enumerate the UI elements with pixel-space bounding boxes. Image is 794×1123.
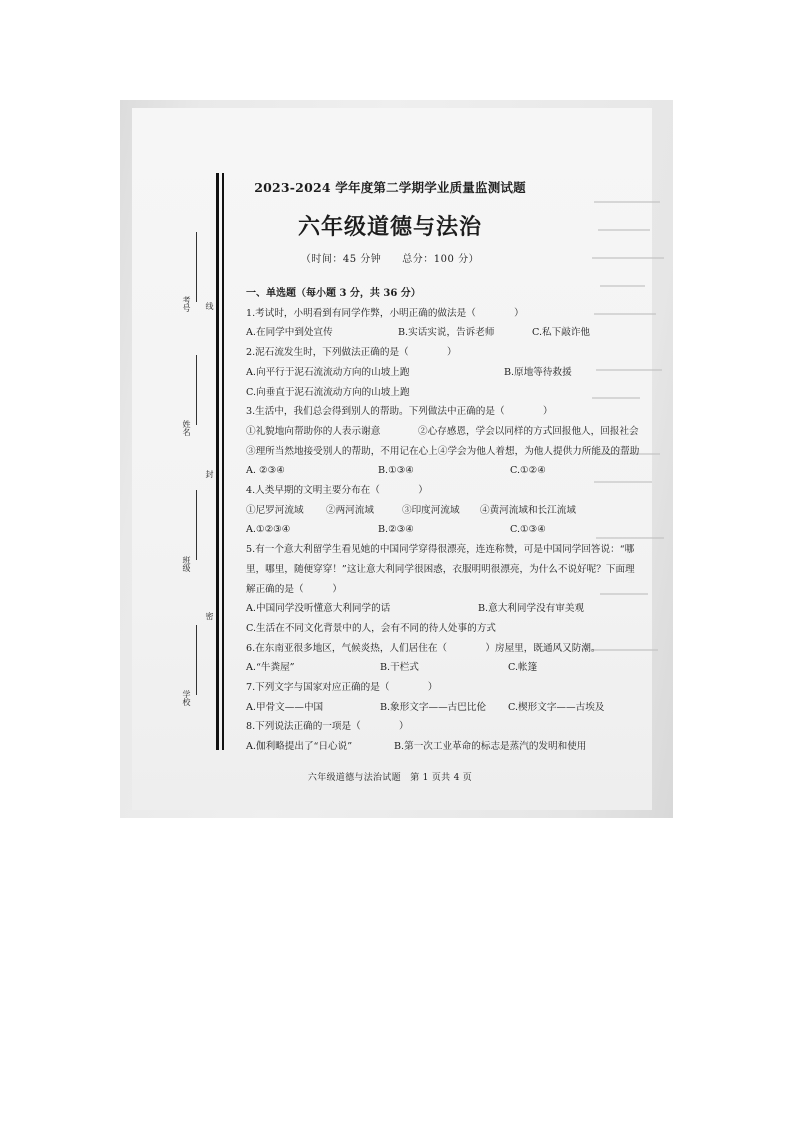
- option-a[interactable]: A.“牛粪屋”: [246, 662, 295, 674]
- field-label-name: 姓名: [182, 420, 191, 436]
- name-blank[interactable]: [196, 355, 197, 425]
- statement-2: ②两河流域: [326, 504, 374, 516]
- option-c[interactable]: C.生活在不同文化背景中的人，会有不同的待人处事的方式: [246, 622, 496, 634]
- binding-mark-seal: 封: [205, 470, 214, 478]
- question-4-statements: [246, 501, 664, 521]
- question-8-options: [246, 737, 664, 757]
- question-5-options: [246, 599, 664, 619]
- page-footer: 六年级道德与法治试题 第 1 页共 4 页: [307, 773, 473, 783]
- statement-1: ①礼貌地向帮助你的人表示谢意: [246, 425, 381, 437]
- question-7-options: [246, 698, 664, 718]
- field-label-class: 班级: [182, 556, 191, 572]
- option-c[interactable]: C.①②④: [510, 465, 546, 477]
- section-heading: 一、单选题（每小题 3 分，共 36 分）: [246, 288, 421, 299]
- option-a[interactable]: A.①②③④: [246, 524, 291, 536]
- option-a[interactable]: A.伽利略提出了“日心说”: [246, 741, 353, 753]
- option-b[interactable]: B.实话实说，告诉老师: [398, 327, 495, 339]
- option-c[interactable]: C.帐篷: [508, 662, 538, 674]
- question-6-options: [246, 658, 664, 678]
- option-b[interactable]: B.第一次工业革命的标志是蒸汽的发明和使用: [394, 741, 587, 753]
- question-5-stem-line-1: 5.有一个意大利留学生看见她的中国同学穿得很漂亮，连连称赞，可是中国同学回答说：“哪: [246, 544, 635, 556]
- option-b[interactable]: B.原地等待救援: [504, 366, 572, 378]
- option-a[interactable]: A. ②③④: [246, 465, 285, 477]
- statement-2: ②心存感恩，学会以同样的方式回报他人，回报社会: [418, 425, 639, 437]
- option-c[interactable]: C.向垂直于泥石流流动方向的山坡上跑: [246, 386, 410, 398]
- field-label-exam-number: 考号: [182, 296, 191, 312]
- option-c[interactable]: C.私下敲诈他: [532, 327, 591, 339]
- class-blank[interactable]: [196, 490, 197, 560]
- statement-3-4: ③理所当然地接受别人的帮助，不用记在心上④学会为他人着想，为他人提供力所能及的帮助: [246, 445, 640, 457]
- question-list: [246, 284, 664, 757]
- question-1-options: [246, 323, 664, 343]
- question-4-stem: 4.人类早期的文明主要分布在（ ）: [246, 485, 428, 497]
- question-2-stem: 2.泥石流发生时，下列做法正确的是（ ）: [246, 347, 457, 359]
- statement-3: ③印度河流域: [402, 504, 460, 516]
- option-a[interactable]: A.中国同学没听懂意大利同学的话: [246, 603, 391, 615]
- question-1-stem: 1.考试时，小明看到有同学作弊，小明正确的做法是（ ）: [246, 307, 524, 319]
- option-a[interactable]: A.在同学中到处宣传: [246, 327, 333, 339]
- binding-mark-line: 线: [205, 302, 214, 310]
- question-5-stem-line-3: 解正确的是（ ）: [246, 583, 342, 595]
- statement-1: ①尼罗河流域: [246, 504, 304, 516]
- option-b[interactable]: B.意大利同学没有审美观: [478, 603, 585, 615]
- exam-time-info: （时间：45 分钟 总分：100 分）: [300, 254, 480, 265]
- option-c[interactable]: C.①③④: [510, 524, 546, 536]
- question-3-options: [246, 461, 664, 481]
- question-3-stem: 3.生活中，我们总会得到别人的帮助。下列做法中正确的是（ ）: [246, 406, 553, 418]
- option-b[interactable]: B.干栏式: [380, 662, 419, 674]
- option-a[interactable]: A.甲骨文——中国: [246, 701, 324, 713]
- exam-subject: 六年级道德与法治: [297, 214, 482, 240]
- question-7-stem: 7.下列文字与国家对应正确的是（ ）: [246, 682, 438, 694]
- binding-mark-close: 密: [205, 612, 214, 620]
- option-b[interactable]: B.②③④: [378, 524, 414, 536]
- question-4-options: [246, 520, 664, 540]
- school-blank[interactable]: [196, 625, 197, 695]
- option-b[interactable]: B.象形文字——古巴比伦: [380, 701, 487, 713]
- option-c[interactable]: C.楔形文字——古埃及: [508, 701, 605, 713]
- statement-4: ④黄河流域和长江流域: [480, 504, 576, 516]
- exam-title: 2023-2024 学年度第二学期学业质量监测试题: [254, 180, 526, 195]
- question-3-statements: [246, 422, 664, 442]
- question-6-stem: 6.在东南亚很多地区，气候炎热，人们居住在（ ）房屋里，既通风又防潮。: [246, 642, 601, 654]
- question-2-options: [246, 363, 664, 383]
- question-8-stem: 8.下列说法正确的一项是（ ）: [246, 721, 409, 733]
- field-label-school: 学校: [182, 690, 191, 706]
- question-5-stem-line-2: 里，哪里，随便穿穿！”这让意大利同学很困惑，衣服明明很漂亮，为什么不说好呢？下面理: [246, 563, 635, 575]
- option-a[interactable]: A.向平行于泥石流流动方向的山坡上跑: [246, 366, 410, 378]
- exam-number-blank[interactable]: [196, 232, 197, 302]
- option-b[interactable]: B.①③④: [378, 465, 414, 477]
